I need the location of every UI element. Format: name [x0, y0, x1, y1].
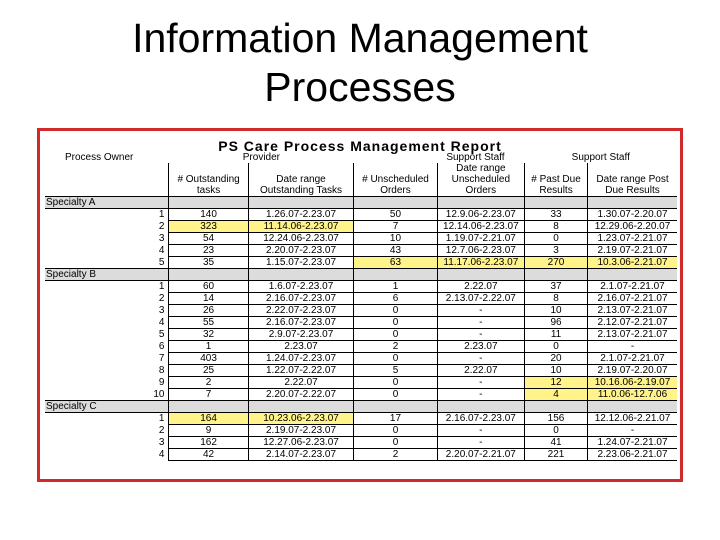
past-due-results-cell: 0: [525, 425, 588, 437]
row-number-cell: 5: [131, 329, 169, 341]
unscheduled-range-cell: 2.13.07-2.22.07: [437, 293, 524, 305]
unscheduled-orders-cell: 2: [354, 341, 437, 353]
group-header-provider: Provider: [242, 152, 281, 163]
specialty-header-row: [45, 197, 677, 209]
past-due-results-cell: 33: [525, 209, 588, 221]
column-header-row-1: [45, 163, 677, 174]
col-unsched-range-line1: Unscheduled: [437, 174, 524, 185]
specialty-band-cell: [248, 269, 354, 281]
past-due-range-cell: 2.1.07-2.21.07: [588, 353, 677, 365]
specialty-header-row: [45, 269, 677, 281]
col-past-range-line2: Due Results: [588, 185, 677, 197]
specialty-band-cell: [248, 197, 354, 209]
unscheduled-range-cell: 2.16.07-2.23.07: [437, 413, 524, 425]
unscheduled-range-cell: 1.19.07-2.21.07: [437, 233, 524, 245]
table-row: [45, 233, 677, 245]
specialty-band-cell: [525, 197, 588, 209]
owner-cell: [45, 425, 131, 437]
owner-cell: [45, 317, 131, 329]
unscheduled-range-cell: -: [437, 305, 524, 317]
outstanding-range-cell: 10.23.06-2.23.07: [248, 413, 354, 425]
past-due-results-cell: 8: [525, 293, 588, 305]
row-number-cell: 3: [131, 233, 169, 245]
table-row: [45, 317, 677, 329]
col-unsched-range-line2: Orders: [437, 185, 524, 197]
specialty-band-cell: [588, 197, 677, 209]
outstanding-tasks-cell: 55: [169, 317, 248, 329]
unscheduled-range-cell: 2.20.07-2.21.07: [437, 449, 524, 461]
row-number-cell: 2: [131, 293, 169, 305]
specialty-band-cell: [437, 269, 524, 281]
unscheduled-orders-cell: 43: [354, 245, 437, 257]
outstanding-tasks-cell: 403: [169, 353, 248, 365]
unscheduled-range-cell: -: [437, 317, 524, 329]
outstanding-range-cell: 1.22.07-2.22.07: [248, 365, 354, 377]
table-row: [45, 413, 677, 425]
owner-cell: [45, 389, 131, 401]
col-past-line2: Results: [525, 185, 588, 197]
specialty-label: Specialty C: [45, 401, 169, 413]
slide-title-line: Information Management: [132, 15, 588, 61]
table-row: [45, 449, 677, 461]
owner-cell: [45, 305, 131, 317]
outstanding-tasks-cell: 323: [169, 221, 248, 233]
outstanding-range-cell: 2.22.07-2.23.07: [248, 305, 354, 317]
owner-cell: [45, 377, 131, 389]
table-row: [45, 425, 677, 437]
owner-cell: [45, 257, 131, 269]
outstanding-range-cell: 11.14.06-2.23.07: [248, 221, 354, 233]
past-due-range-cell: -: [588, 341, 677, 353]
table-row: [45, 329, 677, 341]
past-due-range-cell: 1.24.07-2.21.07: [588, 437, 677, 449]
owner-cell: [45, 245, 131, 257]
table-row: [45, 389, 677, 401]
unscheduled-orders-cell: 2: [354, 449, 437, 461]
col-outstanding-line1: # Outstanding: [169, 174, 248, 185]
past-due-range-cell: 11.0.06-12.7.06: [588, 389, 677, 401]
owner-cell: [45, 233, 131, 245]
specialty-label: Specialty A: [45, 197, 169, 209]
unscheduled-orders-cell: 0: [354, 389, 437, 401]
row-number-cell: 6: [131, 341, 169, 353]
table-row: [45, 245, 677, 257]
owner-cell: [45, 413, 131, 425]
owner-cell: [45, 293, 131, 305]
unscheduled-orders-cell: 5: [354, 365, 437, 377]
table-row: [45, 221, 677, 233]
row-number-cell: 8: [131, 365, 169, 377]
row-number-cell: 3: [131, 305, 169, 317]
past-due-range-cell: 2.16.07-2.21.07: [588, 293, 677, 305]
past-due-results-cell: 10: [525, 365, 588, 377]
unscheduled-orders-cell: 0: [354, 329, 437, 341]
specialty-band-cell: [588, 269, 677, 281]
unscheduled-orders-cell: 50: [354, 209, 437, 221]
past-due-range-cell: 1.23.07-2.21.07: [588, 233, 677, 245]
unscheduled-orders-cell: 63: [354, 257, 437, 269]
unscheduled-orders-cell: 0: [354, 377, 437, 389]
row-number-cell: 10: [131, 389, 169, 401]
outstanding-tasks-cell: 32: [169, 329, 248, 341]
past-due-results-cell: 156: [525, 413, 588, 425]
unscheduled-orders-cell: 0: [354, 437, 437, 449]
specialty-label: Specialty B: [45, 269, 169, 281]
owner-cell: [45, 221, 131, 233]
unscheduled-range-cell: 11.17.06-2.23.07: [437, 257, 524, 269]
table-row: [45, 353, 677, 365]
table-row: [45, 209, 677, 221]
past-due-range-cell: 2.13.07-2.21.07: [588, 305, 677, 317]
past-due-range-cell: 2.13.07-2.21.07: [588, 329, 677, 341]
outstanding-range-cell: 2.20.07-2.23.07: [248, 245, 354, 257]
specialty-band-cell: [354, 197, 437, 209]
outstanding-tasks-cell: 7: [169, 389, 248, 401]
owner-cell: [45, 449, 131, 461]
outstanding-range-cell: 1.26.07-2.23.07: [248, 209, 354, 221]
unscheduled-range-cell: 2.22.07: [437, 365, 524, 377]
unscheduled-range-cell: -: [437, 377, 524, 389]
owner-cell: [45, 209, 131, 221]
col-past-line1: # Past Due: [525, 174, 588, 185]
outstanding-range-cell: 1.15.07-2.23.07: [248, 257, 354, 269]
col-range-line2: Outstanding Tasks: [248, 185, 354, 197]
unscheduled-range-cell: -: [437, 437, 524, 449]
row-number-cell: 4: [131, 449, 169, 461]
past-due-results-cell: 12: [525, 377, 588, 389]
past-due-range-cell: 10.3.06-2.21.07: [588, 257, 677, 269]
table-row: [45, 341, 677, 353]
specialty-band-cell: [437, 401, 524, 413]
outstanding-tasks-cell: 1: [169, 341, 248, 353]
unscheduled-range-cell: -: [437, 329, 524, 341]
past-due-range-cell: 2.19.07-2.20.07: [588, 365, 677, 377]
report-title: PS Care Process Management Report: [218, 138, 502, 154]
past-due-range-cell: 10.16.06-2.19.07: [588, 377, 677, 389]
col-unsched-line2: Orders: [354, 185, 437, 197]
specialty-band-cell: [169, 269, 248, 281]
owner-cell: [45, 329, 131, 341]
col-unsched-range-line0: Date range: [437, 163, 524, 174]
unscheduled-orders-cell: 0: [354, 425, 437, 437]
unscheduled-orders-cell: 10: [354, 233, 437, 245]
past-due-results-cell: 3: [525, 245, 588, 257]
specialty-band-cell: [169, 401, 248, 413]
row-number-cell: 1: [131, 281, 169, 293]
outstanding-tasks-cell: 25: [169, 365, 248, 377]
column-header-row-3: [45, 185, 677, 197]
past-due-results-cell: 37: [525, 281, 588, 293]
unscheduled-range-cell: 2.23.07: [437, 341, 524, 353]
past-due-results-cell: 4: [525, 389, 588, 401]
table-row: [45, 305, 677, 317]
unscheduled-orders-cell: 6: [354, 293, 437, 305]
past-due-results-cell: 10: [525, 305, 588, 317]
slide-title-text: [0, 14, 720, 112]
outstanding-tasks-cell: 23: [169, 245, 248, 257]
outstanding-tasks-cell: 35: [169, 257, 248, 269]
unscheduled-orders-cell: 7: [354, 221, 437, 233]
table-row: [45, 365, 677, 377]
table-row: [45, 257, 677, 269]
outstanding-range-cell: 2.16.07-2.23.07: [248, 293, 354, 305]
outstanding-tasks-cell: 140: [169, 209, 248, 221]
unscheduled-range-cell: 12.9.06-2.23.07: [437, 209, 524, 221]
past-due-results-cell: 41: [525, 437, 588, 449]
past-due-results-cell: 221: [525, 449, 588, 461]
outstanding-range-cell: 2.22.07: [248, 377, 354, 389]
outstanding-tasks-cell: 26: [169, 305, 248, 317]
specialty-band-cell: [588, 401, 677, 413]
slide-title-line: Processes: [264, 64, 456, 110]
report-table: [45, 152, 677, 461]
row-number-cell: 4: [131, 317, 169, 329]
unscheduled-range-cell: 2.22.07: [437, 281, 524, 293]
past-due-results-cell: 20: [525, 353, 588, 365]
specialty-band-cell: [248, 401, 354, 413]
row-number-cell: 7: [131, 353, 169, 365]
col-outstanding-line2: tasks: [169, 185, 248, 197]
past-due-results-cell: 96: [525, 317, 588, 329]
unscheduled-orders-cell: 17: [354, 413, 437, 425]
past-due-range-cell: 12.12.06-2.21.07: [588, 413, 677, 425]
outstanding-tasks-cell: 9: [169, 425, 248, 437]
outstanding-tasks-cell: 42: [169, 449, 248, 461]
owner-cell: [45, 437, 131, 449]
group-header-support-staff-2: Support Staff: [571, 152, 630, 163]
row-number-cell: 1: [131, 413, 169, 425]
outstanding-range-cell: 1.6.07-2.23.07: [248, 281, 354, 293]
row-number-cell: 2: [131, 425, 169, 437]
outstanding-tasks-cell: 2: [169, 377, 248, 389]
row-number-cell: 9: [131, 377, 169, 389]
past-due-range-cell: 1.30.07-2.20.07: [588, 209, 677, 221]
outstanding-tasks-cell: 164: [169, 413, 248, 425]
unscheduled-range-cell: -: [437, 389, 524, 401]
owner-cell: [45, 365, 131, 377]
outstanding-range-cell: 2.9.07-2.23.07: [248, 329, 354, 341]
col-unsched-line1: # Unscheduled: [354, 174, 437, 185]
specialty-band-cell: [437, 197, 524, 209]
past-due-range-cell: 2.12.07-2.21.07: [588, 317, 677, 329]
past-due-results-cell: 0: [525, 233, 588, 245]
specialty-band-cell: [525, 269, 588, 281]
specialty-band-cell: [169, 197, 248, 209]
outstanding-range-cell: 2.20.07-2.22.07: [248, 389, 354, 401]
specialty-header-row: [45, 401, 677, 413]
outstanding-tasks-cell: 60: [169, 281, 248, 293]
owner-cell: [45, 353, 131, 365]
group-header-support-staff-1: Support Staff: [446, 152, 505, 163]
col-past-range-line1: Date range Post: [588, 174, 677, 185]
specialty-band-cell: [354, 269, 437, 281]
unscheduled-range-cell: 12.14.06-2.23.07: [437, 221, 524, 233]
row-number-cell: 3: [131, 437, 169, 449]
unscheduled-range-cell: -: [437, 353, 524, 365]
owner-cell: [45, 341, 131, 353]
past-due-results-cell: 0: [525, 341, 588, 353]
table-row: [45, 293, 677, 305]
past-due-range-cell: 2.19.07-2.21.07: [588, 245, 677, 257]
past-due-range-cell: 2.1.07-2.21.07: [588, 281, 677, 293]
group-header-row: [45, 152, 677, 163]
unscheduled-orders-cell: 0: [354, 353, 437, 365]
outstanding-tasks-cell: 162: [169, 437, 248, 449]
specialty-band-cell: [354, 401, 437, 413]
past-due-range-cell: 2.23.06-2.21.07: [588, 449, 677, 461]
past-due-results-cell: 8: [525, 221, 588, 233]
row-number-cell: 1: [131, 209, 169, 221]
row-number-cell: 2: [131, 221, 169, 233]
outstanding-tasks-cell: 14: [169, 293, 248, 305]
group-header-process-owner: Process Owner: [65, 152, 134, 163]
row-number-cell: 5: [131, 257, 169, 269]
outstanding-range-cell: 12.24.06-2.23.07: [248, 233, 354, 245]
outstanding-range-cell: 2.19.07-2.23.07: [248, 425, 354, 437]
outstanding-range-cell: 2.16.07-2.23.07: [248, 317, 354, 329]
past-due-range-cell: 12.29.06-2.20.07: [588, 221, 677, 233]
unscheduled-range-cell: 12.7.06-2.23.07: [437, 245, 524, 257]
unscheduled-range-cell: -: [437, 425, 524, 437]
unscheduled-orders-cell: 0: [354, 305, 437, 317]
row-number-cell: 4: [131, 245, 169, 257]
col-range-line1: Date range: [248, 174, 354, 185]
past-due-range-cell: -: [588, 425, 677, 437]
column-header-row-2: [45, 174, 677, 185]
table-row: [45, 437, 677, 449]
outstanding-range-cell: 2.14.07-2.23.07: [248, 449, 354, 461]
past-due-results-cell: 11: [525, 329, 588, 341]
table-row: [45, 281, 677, 293]
unscheduled-orders-cell: 0: [354, 317, 437, 329]
specialty-band-cell: [525, 401, 588, 413]
table-row: [45, 377, 677, 389]
outstanding-range-cell: 1.24.07-2.23.07: [248, 353, 354, 365]
slide-title: [0, 14, 720, 112]
outstanding-tasks-cell: 54: [169, 233, 248, 245]
past-due-results-cell: 270: [525, 257, 588, 269]
unscheduled-orders-cell: 1: [354, 281, 437, 293]
outstanding-range-cell: 12.27.06-2.23.07: [248, 437, 354, 449]
owner-cell: [45, 281, 131, 293]
outstanding-range-cell: 2.23.07: [248, 341, 354, 353]
